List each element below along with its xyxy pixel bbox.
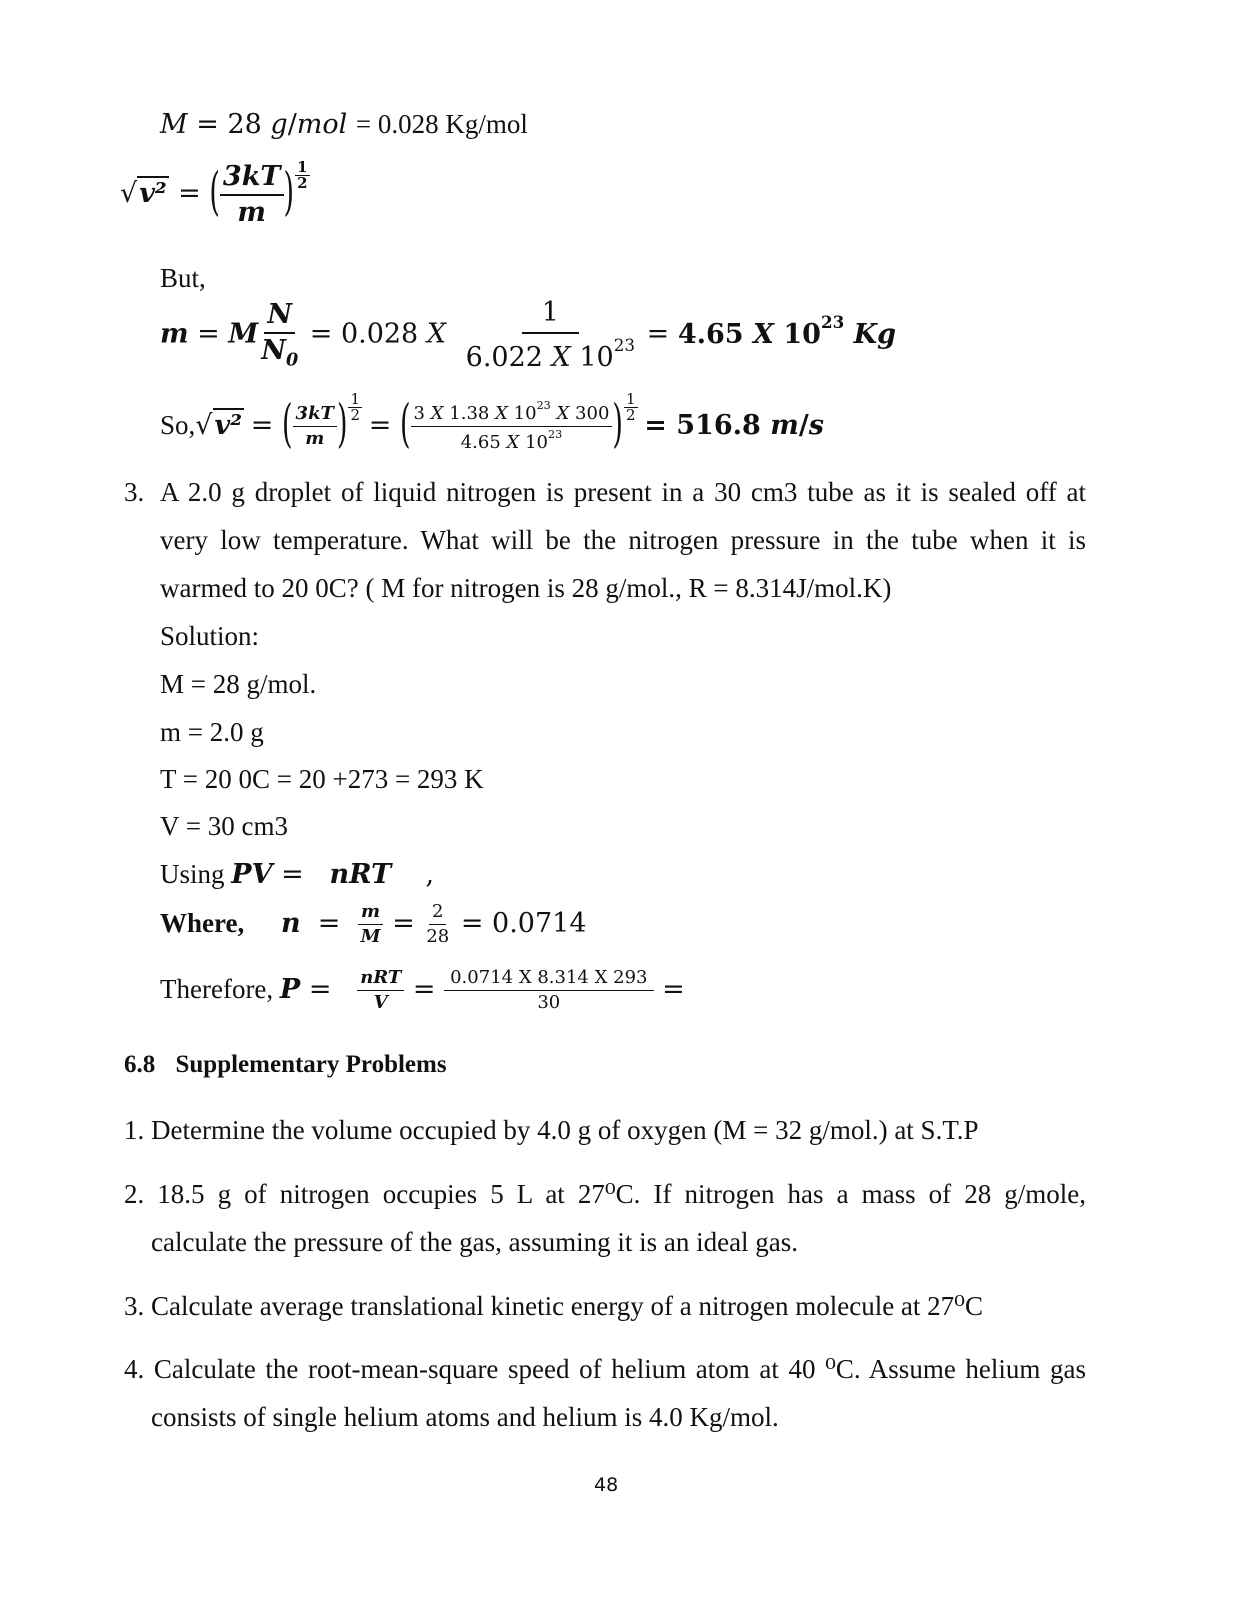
section-number: 6.8 xyxy=(124,1051,156,1078)
where-formula: Where, n = $\frac{m}{M}$ = $\frac{2}{28}$ = 0.0714 xyxy=(160,901,587,947)
n-result: = 0.0714 xyxy=(460,907,587,939)
solution-label: Solution: xyxy=(160,621,260,651)
supp-problem-4-line1: 4. Calculate the root-mean-square speed of helium atom at 40 ⁰C. Assume helium gas xyxy=(124,1354,1086,1384)
supp-problem-3: 3. Calculate average translational kinetic energy of a nitrogen molecule at 27⁰C xyxy=(124,1291,984,1321)
section-heading xyxy=(124,1050,447,1080)
problem3-line3: warmed to 20 0C? ( M for nitrogen is 28 g/mol., R = 8.314J/mol.K) xyxy=(160,573,892,603)
given-volume: V = 30 cm3 xyxy=(160,811,288,841)
problem3-number: 3. xyxy=(124,477,145,507)
so-label: So, xyxy=(160,410,196,440)
section-title: Supplementary Problems xyxy=(175,1051,447,1078)
using-formula: Using PV = nRT , xyxy=(160,859,435,890)
but-label: But, xyxy=(160,263,206,293)
page-number: 48 xyxy=(594,1474,619,1496)
supp-problem-2-line2: calculate the pressure of the gas, assuming it is an ideal gas. xyxy=(151,1227,799,1257)
given-molar-mass: M = 28 g/mol. xyxy=(160,669,317,699)
therefore-formula: Therefore, P = $\frac{\text{nRT}}{V}$ = $\frac{0.0714 X 8.314 X 293}{30}$ = xyxy=(160,967,685,1013)
rms-formula: √v² = ( $\frac{3kT}{m}$ ) $\frac{1}{2}$ xyxy=(120,158,308,228)
problem3-line1: A 2.0 g droplet of liquid nitrogen is present in a 30 cm3 tube as it is sealed off at xyxy=(160,477,1086,507)
using-label: Using xyxy=(160,859,225,889)
supp-problem-1: 1. Determine the volume occupied by 4.0 g of oxygen (M = 32 g/mol.) at S.T.P xyxy=(124,1115,979,1145)
where-label: Where, xyxy=(160,907,245,938)
rms-sqrt-v2: √v² xyxy=(120,178,167,209)
therefore-numerator: 0.0714 X 8.314 X 293 xyxy=(444,968,653,991)
supp-problem-2-line1: 2. 18.5 g of nitrogen occupies 5 L at 27⁰C. If nitrogen has a mass of 28 g/mole, xyxy=(124,1179,1086,1209)
given-mass: m = 2.0 g xyxy=(160,717,264,747)
so-formula: So,√v² = ( $\frac{3kT}{m}$ ) $\frac{1}{2}$ = ( $\frac{3 X 1.38 X 10^{23} X 300}{4.65 X 10^{23}}$ ) $\frac{1}{2}$ = 516.8 m/s xyxy=(160,390,824,455)
problem3-line2: very low temperature. What will be the nitrogen pressure in the tube when it is xyxy=(160,525,1086,555)
mass-formula: m = M $\frac{N}{N_0}$ = 0.028 X $\frac{1}{6.022 X 10^{23}}$ = 4.65 X $10^{23}$ Kg xyxy=(160,297,896,373)
molar-mass-line: M = 28 g/mol = 0.028 Kg/mol xyxy=(160,109,528,140)
therefore-denominator: 30 xyxy=(537,991,561,1013)
given-temperature: T = 20 0C = 20 +273 = 293 K xyxy=(160,764,484,794)
supp-problem-4-line2: consists of single helium atoms and helium is 4.0 Kg/mol. xyxy=(151,1402,779,1432)
therefore-label: Therefore, xyxy=(160,973,274,1004)
